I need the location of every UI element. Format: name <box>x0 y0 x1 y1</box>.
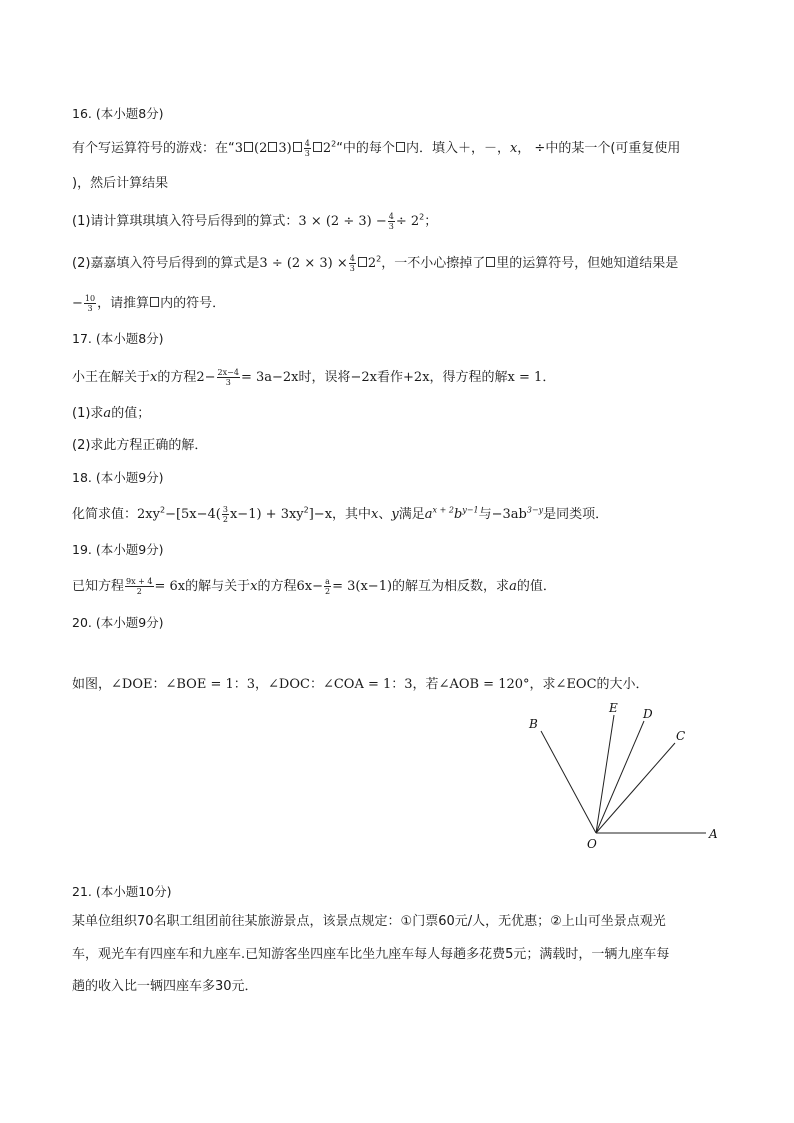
q16-header: 16. (本小题8分) <box>72 106 164 121</box>
q16-p1-expr: 3 × (2 ÷ 3) − <box>298 214 387 229</box>
equation: = 3a−2x <box>240 370 299 385</box>
label-D: D <box>643 707 653 721</box>
exponent: y−1 <box>462 505 479 515</box>
blank-box <box>313 142 322 152</box>
q16-expr: 3) <box>278 141 292 156</box>
q16-intro-line2: )，然后计算结果 <box>72 176 169 191</box>
label-O: O <box>587 837 597 851</box>
angle-value: ∠AOB = 120° <box>438 677 530 692</box>
expression: 2xy <box>137 507 160 522</box>
q16-text: ， ÷中的某一个(可重复使用 <box>517 141 681 156</box>
q16-p1-text: (1)请计算琪琪填入符号后得到的算式： <box>72 214 299 229</box>
q20-text: 如图， <box>72 677 112 692</box>
q16-p2-expr: 3 ÷ (2 × 3) × <box>259 256 348 271</box>
q18-text: 化简求值： <box>72 507 138 522</box>
blank-box <box>150 297 159 307</box>
q19-header: 19. (本小题9分) <box>72 542 164 557</box>
fraction: $\frac{4}{3}$ <box>349 254 355 273</box>
blank-box <box>358 257 367 267</box>
angle-target: ∠EOC <box>555 677 597 692</box>
q19-text: 的解互为相反数，求 <box>392 579 510 594</box>
exponent: 2 <box>159 505 166 515</box>
q20-header: 20. (本小题9分) <box>72 615 164 630</box>
equation: +2x <box>403 370 430 385</box>
q16-p2-text: (2)嘉嘉填入符号后得到的算式是 <box>72 256 260 271</box>
monomial: b <box>453 507 463 522</box>
fraction: $\frac{2x-4}{3}$ <box>217 368 239 387</box>
q17-text: 时，误将 <box>298 370 351 385</box>
q16-intro <box>72 139 680 158</box>
expression: ]−x <box>308 507 333 522</box>
q18-text: 、 <box>378 507 392 522</box>
q21-line1: 某单位组织70名职工组团前往某旅游景点，该景点规定：①门票60元/人，无优惠；②上山可坐景点观光 <box>72 914 666 929</box>
exponent: 2 <box>376 254 382 264</box>
q16-text: 有个写运算符号的游戏：在“ <box>72 141 235 156</box>
q16-p1-expr: ÷ 2 <box>395 214 420 229</box>
q16-p2-expr: 2 <box>367 256 377 271</box>
q19-text: 的解与关于 <box>185 579 251 594</box>
q16-expr: 3 <box>234 141 244 156</box>
blank-box <box>244 142 253 152</box>
q17-header: 17. (本小题8分) <box>72 331 164 346</box>
ray-OD <box>596 721 644 833</box>
exponent: 2 <box>331 139 337 149</box>
monomial: −3ab <box>491 507 527 522</box>
q17-part2: (2)求此方程正确的解． <box>72 438 208 453</box>
q19-text: 已知方程 <box>72 579 125 594</box>
times-symbol: x <box>509 141 518 156</box>
ray-OB <box>541 731 596 833</box>
equation: = 3(x−1) <box>332 579 393 594</box>
blank-box <box>486 257 495 267</box>
q17-text: 小王在解关于 <box>72 370 151 385</box>
q19-text: 的方程 <box>257 579 297 594</box>
q16-p2-text: ，请推算 <box>97 296 150 311</box>
fraction: $\frac{4}{3}$ <box>304 139 310 158</box>
label-E: E <box>609 701 618 715</box>
q20-text: ，求 <box>529 677 556 692</box>
q17-part1 <box>72 405 150 423</box>
q18-header: 18. (本小题9分) <box>72 470 164 485</box>
punct: ； <box>424 214 438 229</box>
equation: 2− <box>196 370 216 385</box>
q20-text: 的大小． <box>596 677 649 692</box>
variable: x <box>250 579 258 594</box>
q16-p2-text: ，一不小心擦掉了 <box>381 256 486 271</box>
label-B: B <box>529 717 538 731</box>
minus-sign: − <box>72 296 83 311</box>
q21-header: 21. (本小题10分) <box>72 884 172 899</box>
q21-line3: 趟的收入比一辆四座车多30元． <box>72 979 258 994</box>
exponent: 3−y <box>526 505 544 515</box>
fraction: $\frac{a}{2}$ <box>325 577 331 596</box>
expression: −[5x−4( <box>165 507 221 522</box>
q16-text: “中的每个 <box>336 141 395 156</box>
monomial: a <box>424 507 433 522</box>
variable: x <box>371 507 379 522</box>
q16-text: 内．填入＋，－， <box>405 141 510 156</box>
q17-text: (1)求 <box>72 406 104 421</box>
blank-box <box>396 142 405 152</box>
q18-text: ，其中 <box>332 507 372 522</box>
q16-part2-line2 <box>72 294 225 313</box>
q20-text: ，若 <box>412 677 439 692</box>
label-C: C <box>676 729 686 743</box>
q17-text: 的方程 <box>157 370 197 385</box>
variable: a <box>509 579 517 594</box>
q18-body <box>72 505 608 524</box>
angle-ratio: ∠DOC：∠COA = 1：3 <box>268 677 413 692</box>
exponent: 2 <box>419 212 425 222</box>
q18-text: 满足 <box>398 507 425 522</box>
expression: x−1) + 3xy <box>229 507 304 522</box>
q16-p2-text: 里的运算符号，但她知道结果是 <box>496 256 679 271</box>
q18-text: 与 <box>478 507 492 522</box>
q19-body <box>72 577 556 596</box>
q16-expr: (2 <box>254 141 268 156</box>
blank-box <box>268 142 277 152</box>
q20-text: ， <box>255 677 269 692</box>
equation: 6x− <box>296 579 324 594</box>
angle-figure <box>520 700 730 860</box>
q17-text: 的值； <box>111 406 151 421</box>
blank-box <box>293 142 302 152</box>
punct: ． <box>542 370 556 385</box>
q17-text: 看作 <box>377 370 404 385</box>
fraction: $\frac{9x + 4}{2}$ <box>126 577 153 596</box>
variable: y <box>391 507 399 522</box>
label-A: A <box>709 827 718 841</box>
q21-line2: 车，观光车有四座车和九座车.已知游客坐四座车比坐九座车每人每趟多花费5元；满载时，一辆九座车每 <box>72 947 670 962</box>
q16-part2 <box>72 254 678 273</box>
q19-text: 的值． <box>516 579 556 594</box>
equation: −2x <box>350 370 378 385</box>
variable: a <box>103 406 112 421</box>
q16-part1 <box>72 212 437 231</box>
equation: x = 1 <box>507 370 543 385</box>
q16-p2-text: 内的符号． <box>160 296 226 311</box>
exponent: x + 2 <box>432 505 454 515</box>
variable: x <box>150 370 158 385</box>
q16-expr: 2 <box>322 141 332 156</box>
q17-text: ，得方程的解 <box>429 370 508 385</box>
angle-ratio: ∠DOE：∠BOE = 1：3 <box>111 677 256 692</box>
equation: = 6x <box>154 579 186 594</box>
q17-body <box>72 368 555 387</box>
q20-body <box>72 676 649 694</box>
exponent: 2 <box>303 505 309 515</box>
q18-text: 是同类项． <box>543 507 609 522</box>
fraction: $\frac{10}{3}$ <box>84 294 96 313</box>
fraction: $\frac{3}{2}$ <box>222 505 228 524</box>
fraction: $\frac{4}{3}$ <box>388 212 394 231</box>
